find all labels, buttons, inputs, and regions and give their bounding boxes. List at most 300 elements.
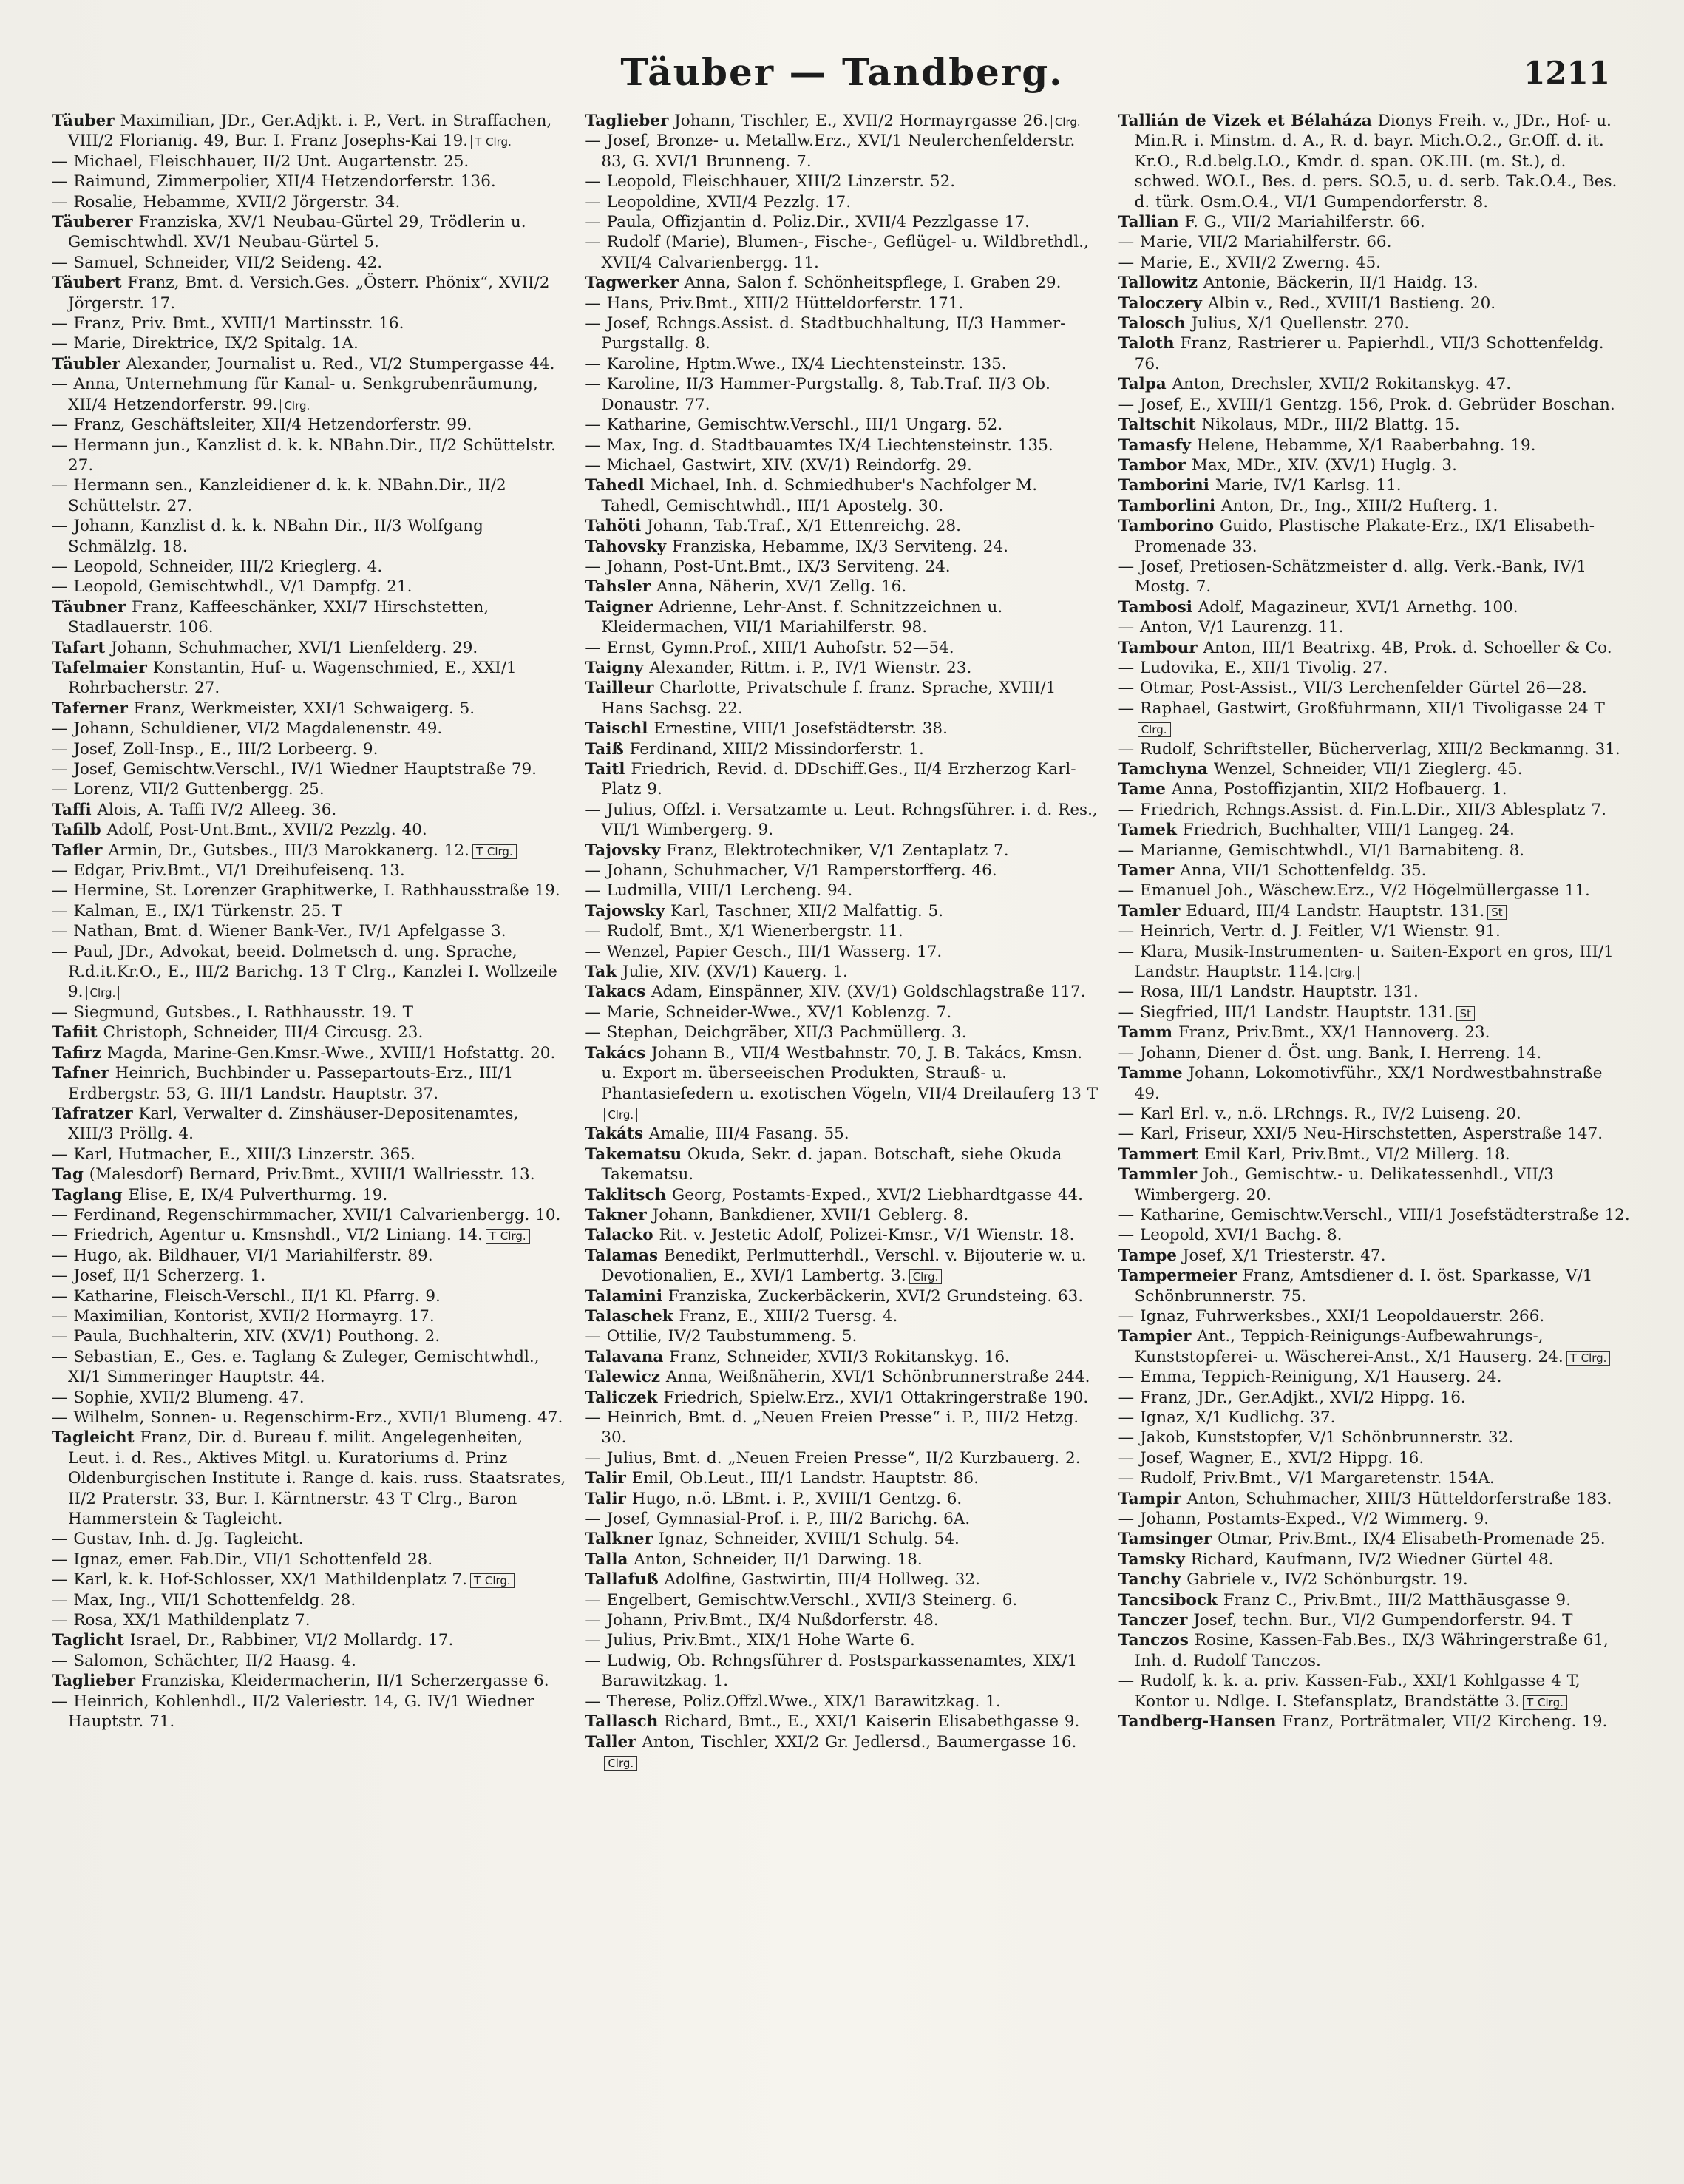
directory-entry — [585, 131, 1099, 172]
directory-entry — [585, 1306, 1099, 1326]
entry-badge: T Clrg. — [470, 1573, 515, 1588]
entry-details: Johann, Lokomotivführ., XX/1 Nordwestbahnstraße 49. — [1134, 1064, 1603, 1103]
directory-entry — [585, 516, 1099, 536]
entry-details: — Johann, Schuldiener, VI/2 Magdalenenstr. 49. — [52, 719, 443, 739]
entry-surname: Takner — [585, 1205, 647, 1224]
entry-details: — Marie, VII/2 Mariahilferstr. 66. — [1118, 233, 1392, 252]
entry-details: Albin v., Red., XVIII/1 Bastieng. 20. — [1207, 294, 1496, 313]
entry-surname: Talacko — [585, 1226, 653, 1245]
entry-details: Franziska, Kleidermacherin, II/1 Scherzergasse 6. — [140, 1672, 549, 1691]
entry-details: Franz, Werkmeister, XXI/1 Schwaigerg. 5. — [133, 699, 475, 718]
entry-details: — Ignaz, Fuhrwerksbes., XXI/1 Leopoldauerstr. 266. — [1118, 1306, 1545, 1326]
entry-details: Richard, Kaufmann, IV/2 Wiedner Gürtel 48. — [1190, 1550, 1554, 1569]
directory-entry — [585, 1448, 1099, 1468]
directory-entry — [585, 557, 1099, 577]
entry-details: Johann B., VII/4 Westbahnstr. 70, J. B. Takács, Kmsn. u. Export m. überseeischen Produkten, Strauß- u. Phantasiefedern u. exotischen Vögeln, VII/4 Dreilauferg 13 T — [601, 1043, 1099, 1103]
entry-details: — Leopold, Fleischhauer, XIII/2 Linzerstr. 52. — [585, 172, 956, 191]
directory-entry — [52, 820, 566, 840]
entry-surname: Täubert — [52, 274, 122, 293]
entry-surname: Tambosi — [1118, 597, 1192, 617]
directory-entry — [52, 638, 566, 658]
directory-entry — [1118, 982, 1632, 1002]
entry-details: Franz, E., XIII/2 Tuersg. 4. — [679, 1306, 898, 1326]
directory-entry — [52, 1306, 566, 1326]
entry-details: Franz, Kaffeeschänker, XXI/7 Hirschstetten, Stadlauerstr. 106. — [68, 597, 489, 637]
directory-entry — [585, 374, 1099, 415]
entry-details: — Katharine, Gemischtw.Verschl., III/1 Ungarg. 52. — [585, 416, 1003, 435]
entry-details: Antonie, Bäckerin, II/1 Haidg. 13. — [1203, 274, 1478, 293]
entry-surname: Tampir — [1118, 1489, 1181, 1508]
entry-details: — Klara, Musik-Instrumenten- u. Saiten-Export en gros, III/1 Landstr. Hauptstr. 114. — [1118, 942, 1614, 982]
entry-surname: Tafner — [52, 1064, 109, 1083]
entry-details: Johann, Tab.Traf., X/1 Ettenreichg. 28. — [647, 517, 961, 536]
directory-entry — [52, 861, 566, 881]
directory-entry — [585, 354, 1099, 374]
entry-details: — Paula, Offizjantin d. Poliz.Dir., XVII/4 Pezzlgasse 17. — [585, 213, 1030, 232]
directory-entry — [52, 1347, 566, 1388]
directory-entry — [52, 800, 566, 820]
entry-surname: Tagwerker — [585, 274, 679, 293]
directory-entry — [585, 901, 1099, 921]
entry-surname: Talir — [585, 1469, 626, 1488]
directory-entry — [585, 111, 1099, 131]
entry-details: — Marianne, Gemischtwhdl., VI/1 Barnabiteng. 8. — [1118, 841, 1525, 860]
entry-surname: Tallián de Vizek et Bélaháza — [1118, 112, 1372, 130]
directory-entry — [1118, 374, 1632, 394]
directory-entry — [585, 1144, 1099, 1185]
directory-entry — [585, 1185, 1099, 1205]
directory-entry — [52, 374, 566, 415]
directory-entry — [585, 1124, 1099, 1144]
directory-entry — [585, 537, 1099, 557]
entry-details: — Sophie, XVII/2 Blumeng. 47. — [52, 1388, 305, 1407]
entry-surname: Tafelmaier — [52, 658, 147, 677]
directory-entry — [585, 1205, 1099, 1225]
directory-entry — [585, 942, 1099, 962]
entry-details: — Ernst, Gymn.Prof., XIII/1 Auhofstr. 52—54. — [585, 638, 954, 657]
directory-entry — [1118, 1144, 1632, 1164]
entry-details: Julius, X/1 Quellenstr. 270. — [1191, 314, 1410, 333]
entry-details: — Otmar, Post-Assist., VII/3 Lerchenfelder Gürtel 26—28. — [1118, 679, 1587, 698]
directory-entry — [1118, 1164, 1632, 1205]
entry-details: — Raphael, Gastwirt, Großfuhrmann, XII/1 Tivoligasse 24 T — [1118, 699, 1605, 718]
directory-entry — [52, 1164, 566, 1184]
entry-details: Max, MDr., XIV. (XV/1) Huglg. 3. — [1191, 455, 1457, 475]
directory-entry — [52, 1590, 566, 1610]
directory-entry — [585, 739, 1099, 759]
entry-surname: Taffi — [52, 800, 92, 819]
directory-entry — [585, 1692, 1099, 1712]
entry-details: — Emanuel Joh., Wäschew.Erz., V/2 Högelmüllergasse 11. — [1118, 881, 1590, 901]
entry-details: Anna, Salon f. Schönheitspflege, I. Graben 29. — [684, 274, 1062, 293]
directory-entry — [1118, 658, 1632, 678]
entry-surname: Tajowsky — [585, 901, 665, 920]
directory-entry — [1118, 313, 1632, 333]
directory-entry — [585, 1408, 1099, 1448]
entry-details: Franz C., Priv.Bmt., III/2 Matthäusgasse 9. — [1223, 1590, 1571, 1610]
entry-details: — Anna, Unternehmung für Kanal- u. Senkgrubenräumung, XII/4 Hetzendorferstr. 99. — [52, 375, 538, 414]
directory-entry — [1118, 759, 1632, 779]
directory-entry — [52, 841, 566, 861]
entry-details: — Hugo, ak. Bildhauer, VI/1 Mariahilferstr. 89. — [52, 1246, 433, 1265]
entry-details: — Salomon, Schächter, II/2 Haasg. 4. — [52, 1651, 356, 1670]
entry-surname: Tanczos — [1118, 1631, 1189, 1650]
entry-details: — Leopold, Gemischtwhdl., V/1 Dampfg. 21. — [52, 577, 412, 597]
entry-details: — Stephan, Deichgräber, XII/3 Pachmüllerg. 3. — [585, 1023, 967, 1042]
entry-surname: Tammler — [1118, 1165, 1198, 1184]
directory-entry — [1118, 455, 1632, 475]
entry-details: Emil, Ob.Leut., III/1 Landstr. Hauptstr. 86. — [631, 1469, 979, 1488]
entry-details: — Rudolf, Priv.Bmt., V/1 Margaretenstr. 154A. — [1118, 1469, 1495, 1488]
directory-entry — [585, 1489, 1099, 1509]
directory-entry — [1118, 1388, 1632, 1408]
directory-entry — [585, 1468, 1099, 1488]
entry-details: — Heinrich, Vertr. d. J. Feitler, V/1 Wienstr. 91. — [1118, 922, 1501, 941]
entry-details: — Katharine, Fleisch-Verschl., II/1 Kl. Pfarrg. 9. — [52, 1286, 441, 1306]
entry-details: Charlotte, Privatschule f. franz. Sprache, XVIII/1 Hans Sachsg. 22. — [601, 679, 1056, 718]
directory-entry — [1118, 475, 1632, 495]
entry-details: — Johann, Priv.Bmt., IX/4 Nußdorferstr. 48. — [585, 1611, 939, 1630]
entry-details: Johann, Tischler, E., XVII/2 Hormayrgasse 26. — [674, 112, 1048, 130]
entry-surname: Tampier — [1118, 1327, 1192, 1346]
entry-details: — Johann, Post-Unt.Bmt., IX/3 Serviteng. 24. — [585, 557, 951, 576]
entry-surname: Täuber — [52, 112, 115, 130]
directory-entry — [585, 841, 1099, 861]
entry-details: Gabriele v., IV/2 Schönburgstr. 19. — [1186, 1570, 1468, 1590]
entry-details: — Karl, Hutmacher, E., XIII/3 Linzerstr. 365. — [52, 1144, 415, 1164]
entry-details: Anton, III/1 Beatrixg. 4B, Prok. d. Schoeller & Co. — [1203, 638, 1612, 657]
directory-entry — [1118, 1205, 1632, 1225]
directory-entry — [52, 333, 566, 353]
directory-entry — [1118, 942, 1632, 983]
entry-details: — Marie, Direktrice, IX/2 Spitalg. 1A. — [52, 334, 359, 353]
directory-entry — [585, 1286, 1099, 1306]
directory-entry — [52, 1023, 566, 1042]
directory-entry — [52, 1246, 566, 1266]
entry-details: Elise, E, IX/4 Pulverthurmg. 19. — [128, 1185, 388, 1204]
entry-surname: Tag — [52, 1165, 84, 1184]
entry-details: — Johann, Schuhmacher, V/1 Ramperstorfferg. 46. — [585, 861, 997, 881]
entry-details: — Rudolf (Marie), Blumen-, Fische-, Geflügel- u. Wildbrethdl., XVII/4 Calvarienbergg. 11. — [585, 233, 1089, 272]
entry-details: Ignaz, Schneider, XVIII/1 Schulg. 54. — [658, 1530, 960, 1549]
directory-entry — [585, 1651, 1099, 1692]
entry-surname: Tafirz — [52, 1043, 102, 1062]
entry-details: Ferdinand, XIII/2 Missindorferstr. 1. — [629, 739, 924, 759]
entry-details: — Leopoldine, XVII/4 Pezzlg. 17. — [585, 192, 852, 211]
directory-entry — [1118, 333, 1632, 374]
directory-entry — [52, 739, 566, 759]
entry-details: Nikolaus, MDr., III/2 Blattg. 15. — [1201, 416, 1460, 435]
entry-details: Alexander, Journalist u. Red., VI/2 Stumpergasse 44. — [126, 354, 555, 373]
entry-badge: Clrg. — [604, 1108, 637, 1122]
entry-surname: Talir — [585, 1489, 626, 1508]
directory-entry — [52, 658, 566, 699]
entry-details: Richard, Bmt., E., XXI/1 Kaiserin Elisabethgasse 9. — [664, 1712, 1080, 1732]
entry-details: — Karl, Friseur, XXI/5 Neu-Hirschstetten, Asperstraße 147. — [1118, 1125, 1603, 1144]
directory-entry — [1118, 739, 1632, 759]
entry-details: — Raimund, Zimmerpolier, XII/4 Hetzendorferstr. 136. — [52, 172, 496, 191]
entry-surname: Tamek — [1118, 821, 1177, 840]
directory-entry — [585, 1630, 1099, 1650]
entry-details: — Sebastian, E., Ges. e. Taglang & Zuleger, Gemischtwhdl., XI/1 Simmeringer Hauptstr. 44. — [52, 1347, 540, 1387]
entry-details: Ernestine, VIII/1 Josefstädterstr. 38. — [653, 719, 948, 739]
entry-surname: Tanchy — [1118, 1570, 1181, 1590]
directory-entry — [52, 152, 566, 172]
directory-entry — [52, 435, 566, 476]
entry-details: — Siegfried, III/1 Landstr. Hauptstr. 131. — [1118, 1003, 1453, 1022]
entry-surname: Tallafuß — [585, 1570, 659, 1590]
directory-entry — [52, 881, 566, 901]
entry-details: — Ignaz, X/1 Kudlichg. 37. — [1118, 1408, 1336, 1427]
entry-details: — Samuel, Schneider, VII/2 Seideng. 42. — [52, 253, 383, 272]
entry-details: Emil Karl, Priv.Bmt., VI/2 Millerg. 18. — [1203, 1144, 1510, 1164]
entry-details: Dionys Freih. v., JDr., Hof- u. Min.R. i. Minstm. d. A., R. d. bayr. Mich.O.2., Gr.Off. d. it. Kr.O., R.d.belg.LO., Kmdr. d. span. OK.III. (m. St.), d. schwed. WO.I., Bes. d. pers. SO.5, u. d. serb. Tak.O.4., Bes. d. türk. Osm.O.4., VI/1 Gumpendorferstr. 8. — [1134, 112, 1617, 211]
directory-entry — [52, 313, 566, 333]
directory-entry — [1118, 1003, 1632, 1023]
directory-entry — [52, 253, 566, 273]
entry-details: Helene, Hebamme, X/1 Raaberbahng. 19. — [1196, 435, 1536, 455]
entry-surname: Tafiit — [52, 1023, 98, 1042]
entry-surname: Tafilb — [52, 821, 101, 840]
entry-surname: Täuberer — [52, 213, 133, 232]
directory-entry — [585, 1023, 1099, 1042]
entry-details: Guido, Plastische Plakate-Erz., IX/1 Elisabeth-Promenade 33. — [1134, 517, 1595, 556]
entry-surname: Tambour — [1118, 638, 1198, 657]
directory-entry — [52, 1104, 566, 1144]
entry-details: Armin, Dr., Gutsbes., III/3 Marokkanerg. 12. — [108, 841, 469, 860]
directory-entry — [1118, 435, 1632, 455]
entry-details: — Hermine, St. Lorenzer Graphitwerke, I. Rathhausstraße 19. — [52, 881, 560, 901]
directory-entry — [585, 212, 1099, 232]
directory-entry — [585, 1246, 1099, 1286]
entry-details: — Therese, Poliz.Offzl.Wwe., XIX/1 Barawitzkag. 1. — [585, 1692, 1001, 1711]
directory-entry — [585, 1326, 1099, 1346]
entry-surname: Tahöti — [585, 517, 642, 536]
directory-entry — [52, 1388, 566, 1408]
entry-surname: Tahedl — [585, 476, 645, 495]
entry-surname: Tafratzer — [52, 1104, 133, 1123]
entry-surname: Taigny — [585, 658, 644, 677]
entry-details: Heinrich, Buchbinder u. Passepartouts-Erz., III/1 Erdbergstr. 53, G. III/1 Landstr. Hauptstr. 37. — [68, 1064, 514, 1103]
entry-details: — Leopold, Schneider, III/2 Krieglerg. 4. — [52, 557, 383, 576]
directory-entry — [52, 1630, 566, 1650]
entry-details: Franz, Priv.Bmt., XX/1 Hannoverg. 23. — [1178, 1023, 1490, 1042]
entry-details: Johann, Schuhmacher, XVI/1 Lienfelderg. 29. — [111, 638, 478, 657]
entry-details: — Karl Erl. v., n.ö. LRchngs. R., IV/2 Luiseng. 20. — [1118, 1104, 1521, 1123]
entry-surname: Takematsu — [585, 1144, 682, 1164]
directory-entry — [52, 942, 566, 1003]
entry-details: Anna, Näherin, XV/1 Zellg. 16. — [656, 577, 907, 597]
entry-surname: Takacs — [585, 983, 646, 1002]
entry-details: — Julius, Bmt. d. „Neuen Freien Presse“, II/2 Kurzbauerg. 2. — [585, 1448, 1081, 1468]
entry-badge: Clrg. — [86, 986, 120, 1000]
entry-details: — Rudolf, Bmt., X/1 Wienerbergstr. 11. — [585, 922, 903, 941]
directory-entry — [1118, 1225, 1632, 1245]
directory-entry — [1118, 699, 1632, 739]
directory-entry — [52, 1570, 566, 1590]
entry-surname: Tamborlini — [1118, 496, 1216, 515]
entry-surname: Taltschit — [1118, 416, 1196, 435]
entry-surname: Talamas — [585, 1246, 659, 1265]
entry-surname: Tahovsky — [585, 537, 667, 556]
directory-entry — [52, 475, 566, 516]
directory-entry — [52, 759, 566, 779]
directory-entry — [1118, 1246, 1632, 1266]
directory-entry — [1118, 861, 1632, 881]
entry-surname: Tamme — [1118, 1064, 1183, 1083]
directory-entry — [52, 1185, 566, 1205]
entry-details: — Josef, Gemischtw.Verschl., IV/1 Wiedner Hauptstraße 79. — [52, 760, 537, 779]
entry-details: Johann, Bankdiener, XVII/1 Geblerg. 8. — [652, 1205, 969, 1224]
entry-details: — Michael, Fleischhauer, II/2 Unt. Augartenstr. 25. — [52, 152, 469, 171]
directory-entry — [1118, 1448, 1632, 1468]
entry-details: — Rosalie, Hebamme, XVII/2 Jörgerstr. 34. — [52, 192, 401, 211]
entry-details: Franziska, Zuckerbäckerin, XVI/2 Grundsteing. 63. — [668, 1286, 1084, 1306]
directory-entry — [1118, 1326, 1632, 1367]
entry-details: Franz, Elektrotechniker, V/1 Zentaplatz 7. — [666, 841, 1009, 860]
entry-details: — Siegmund, Gutsbes., I. Rathhausstr. 19. T — [52, 1003, 413, 1022]
entry-details: — Edgar, Priv.Bmt., VI/1 Dreihufeisenq. 13. — [52, 861, 405, 881]
entry-details: Josef, techn. Bur., VI/2 Gumpendorferstr. 94. T — [1193, 1611, 1573, 1630]
entry-details: Adolfine, Gastwirtin, III/4 Hollweg. 32. — [664, 1570, 980, 1590]
directory-entry — [52, 577, 566, 597]
entry-details: — Ludwig, Ob. Rchngsführer d. Postsparkassenamtes, XIX/1 Barawitzkag. 1. — [585, 1651, 1078, 1691]
entry-details: Adolf, Post-Unt.Bmt., XVII/2 Pezzlg. 40. — [106, 821, 427, 840]
entry-details: Karl, Taschner, XII/2 Malfattig. 5. — [670, 901, 944, 920]
entry-details: Anna, Weißnäherin, XVI/1 Schönbrunnerstraße 244. — [665, 1368, 1090, 1387]
entry-details: Rosine, Kassen-Fab.Bes., IX/3 Währingerstraße 61, Inh. d. Rudolf Tanczos. — [1134, 1631, 1609, 1670]
entry-surname: Tampermeier — [1118, 1266, 1237, 1286]
entry-details: Konstantin, Huf- u. Wagenschmied, E., XXI/1 Rohrbacherstr. 27. — [68, 658, 517, 698]
directory-entry — [1118, 232, 1632, 252]
entry-surname: Taitl — [585, 760, 625, 779]
directory-entry — [52, 1671, 566, 1691]
directory-entry — [52, 354, 566, 374]
entry-surname: Tancsibock — [1118, 1590, 1218, 1610]
directory-entry — [1118, 1570, 1632, 1590]
entry-details: — Karoline, II/3 Hammer-Purgstallg. 8, Tab.Traf. II/3 Ob. Donaustr. 77. — [585, 375, 1050, 414]
entry-details: — Johann, Diener d. Öst. ung. Bank, I. Herreng. 14. — [1118, 1043, 1542, 1062]
entry-surname: Tallasch — [585, 1712, 659, 1732]
directory-entry — [52, 1063, 566, 1104]
directory-entry — [585, 1225, 1099, 1245]
entry-details: — Heinrich, Kohlenhdl., II/2 Valeriestr. 14, G. IV/1 Wiedner Hauptstr. 71. — [52, 1692, 534, 1732]
entry-surname: Tamchyna — [1118, 760, 1209, 779]
directory-entry — [52, 1043, 566, 1063]
directory-entry — [585, 678, 1099, 719]
entry-details: — Ignaz, emer. Fab.Dir., VII/1 Schottenfeld 28. — [52, 1550, 433, 1569]
directory-entry — [52, 1225, 566, 1245]
entry-details: — Paul, JDr., Advokat, beeid. Dolmetsch d. ung. Sprache, R.d.it.Kr.O., E., III/2 Barichg. 13 T Clrg., Kanzlei I. Wollzeile 9. — [52, 942, 557, 1002]
entry-details: — Karoline, Hptm.Wwe., IX/4 Liechtensteinstr. 135. — [585, 354, 1007, 373]
entry-details: — Lorenz, VII/2 Guttenbergg. 25. — [52, 780, 325, 799]
directory-entry — [1118, 901, 1632, 921]
entry-details: Benedikt, Perlmutterhdl., Verschl. v. Bijouterie w. u. Devotionalien, E., XVI/1 Lambertg. 3. — [601, 1246, 1087, 1286]
entry-surname: Talosch — [1118, 314, 1186, 333]
entry-surname: Tamborino — [1118, 517, 1215, 536]
entry-badge: St — [1487, 905, 1506, 920]
entry-badge: Clrg. — [280, 399, 313, 413]
directory-entry — [585, 172, 1099, 191]
entry-details: Israel, Dr., Rabbiner, VI/2 Mollardg. 17. — [129, 1631, 454, 1650]
entry-details: — Nathan, Bmt. d. Wiener Bank-Ver., IV/1 Apfelgasse 3. — [52, 922, 506, 941]
directory-entry — [1118, 617, 1632, 637]
entry-badge: T Clrg. — [486, 1229, 530, 1244]
directory-entry — [1118, 1509, 1632, 1529]
entry-details: — Julius, Priv.Bmt., XIX/1 Hohe Warte 6. — [585, 1631, 915, 1650]
directory-entry — [52, 1003, 566, 1023]
directory-entry — [585, 435, 1099, 455]
entry-details: — Franz, Geschäftsleiter, XII/4 Hetzendorferstr. 99. — [52, 416, 472, 435]
directory-entry — [585, 658, 1099, 678]
directory-entry — [1118, 496, 1632, 516]
entry-details: Anna, Postoffizjantin, XII/2 Hofbauerg. 1. — [1171, 780, 1507, 799]
entry-details: Anton, Schneider, II/1 Darwing. 18. — [634, 1550, 923, 1569]
directory-entry — [585, 861, 1099, 881]
entry-badge: Clrg. — [1051, 115, 1084, 129]
directory-entry — [1118, 1671, 1632, 1712]
entry-surname: Talpa — [1118, 375, 1167, 394]
entry-surname: Taller — [585, 1732, 636, 1751]
entry-details: — Josef, Wagner, E., XVI/2 Hippg. 16. — [1118, 1448, 1425, 1468]
directory-entry — [585, 313, 1099, 354]
entry-badge: St — [1456, 1006, 1475, 1021]
entry-details: Franz, Amtsdiener d. I. öst. Sparkasse, V/1 Schönbrunnerstr. 75. — [1134, 1266, 1593, 1306]
entry-details: — Friedrich, Rchngs.Assist. d. Fin.L.Dir., XII/3 Ablesplatz 7. — [1118, 800, 1606, 819]
entry-details: Franziska, Hebamme, IX/3 Serviteng. 24. — [672, 537, 1008, 556]
directory-entry — [585, 577, 1099, 597]
entry-details: — Josef, Pretiosen-Schätzmeister d. allg. Verk.-Bank, IV/1 Mostg. 7. — [1118, 557, 1587, 597]
entry-surname: Tamler — [1118, 901, 1181, 920]
entry-surname: Taischl — [585, 719, 648, 739]
entry-details: — Marie, Schneider-Wwe., XV/1 Koblenzg. 7. — [585, 1003, 952, 1022]
entry-details: Franz, Bmt. d. Versich.Ges. „Österr. Phönix“, XVII/2 Jörgerstr. 17. — [68, 274, 550, 313]
entry-details: — Katharine, Gemischtw.Verschl., VIII/1 Josefstädterstraße 12. — [1118, 1205, 1630, 1224]
directory-entry — [52, 779, 566, 799]
directory-entry — [585, 1043, 1099, 1125]
directory-entry — [1118, 273, 1632, 293]
entry-surname: Tafler — [52, 841, 103, 860]
entry-details: Franz, Porträtmaler, VII/2 Kircheng. 19. — [1282, 1712, 1608, 1732]
entry-surname: Taglieber — [585, 112, 669, 130]
directory-entry — [52, 1550, 566, 1570]
directory-entry — [585, 1388, 1099, 1408]
entry-details: Michael, Inh. d. Schmiedhuber's Nachfolger M. Tahedl, Gemischtwhdl., III/1 Apostelg. 30. — [601, 476, 1038, 515]
directory-entry — [1118, 1550, 1632, 1570]
directory-entry — [585, 1712, 1099, 1732]
entry-details: Anna, VII/1 Schottenfeldg. 35. — [1180, 861, 1427, 881]
directory-entry — [1118, 1712, 1632, 1732]
entry-details: — Anton, V/1 Laurenzg. 11. — [1118, 618, 1344, 637]
directory-entry — [1118, 1124, 1632, 1144]
entry-details: — Marie, E., XVII/2 Zwerng. 45. — [1118, 253, 1381, 272]
entry-details: Adam, Einspänner, XIV. (XV/1) Goldschlagstraße 117. — [651, 983, 1086, 1002]
page-number: 1211 — [1524, 55, 1610, 91]
directory-entry — [1118, 1610, 1632, 1630]
directory-entry — [585, 1570, 1099, 1590]
entry-details: — Franz, JDr., Ger.Adjkt., XVI/2 Hippg. 16. — [1118, 1388, 1466, 1407]
directory-entry — [585, 638, 1099, 658]
directory-entry — [585, 881, 1099, 901]
entry-surname: Talewicz — [585, 1368, 661, 1387]
directory-entry — [585, 1003, 1099, 1023]
entry-details: — Gustav, Inh. d. Jg. Tagleicht. — [52, 1530, 304, 1549]
entry-details: Franziska, XV/1 Neubau-Gürtel 29, Trödlerin u. Gemischtwhdl. XV/1 Neubau-Gürtel 5. — [68, 213, 526, 252]
entry-details: — Ferdinand, Regenschirmmacher, XVII/1 Calvarienbergg. 10. — [52, 1205, 561, 1224]
entry-details: Joh., Gemischtw.- u. Delikatessenhdl., VII/3 Wimbergerg. 20. — [1134, 1165, 1554, 1204]
entry-surname: Tahsler — [585, 577, 651, 597]
entry-surname: Tandberg-Hansen — [1118, 1712, 1277, 1732]
